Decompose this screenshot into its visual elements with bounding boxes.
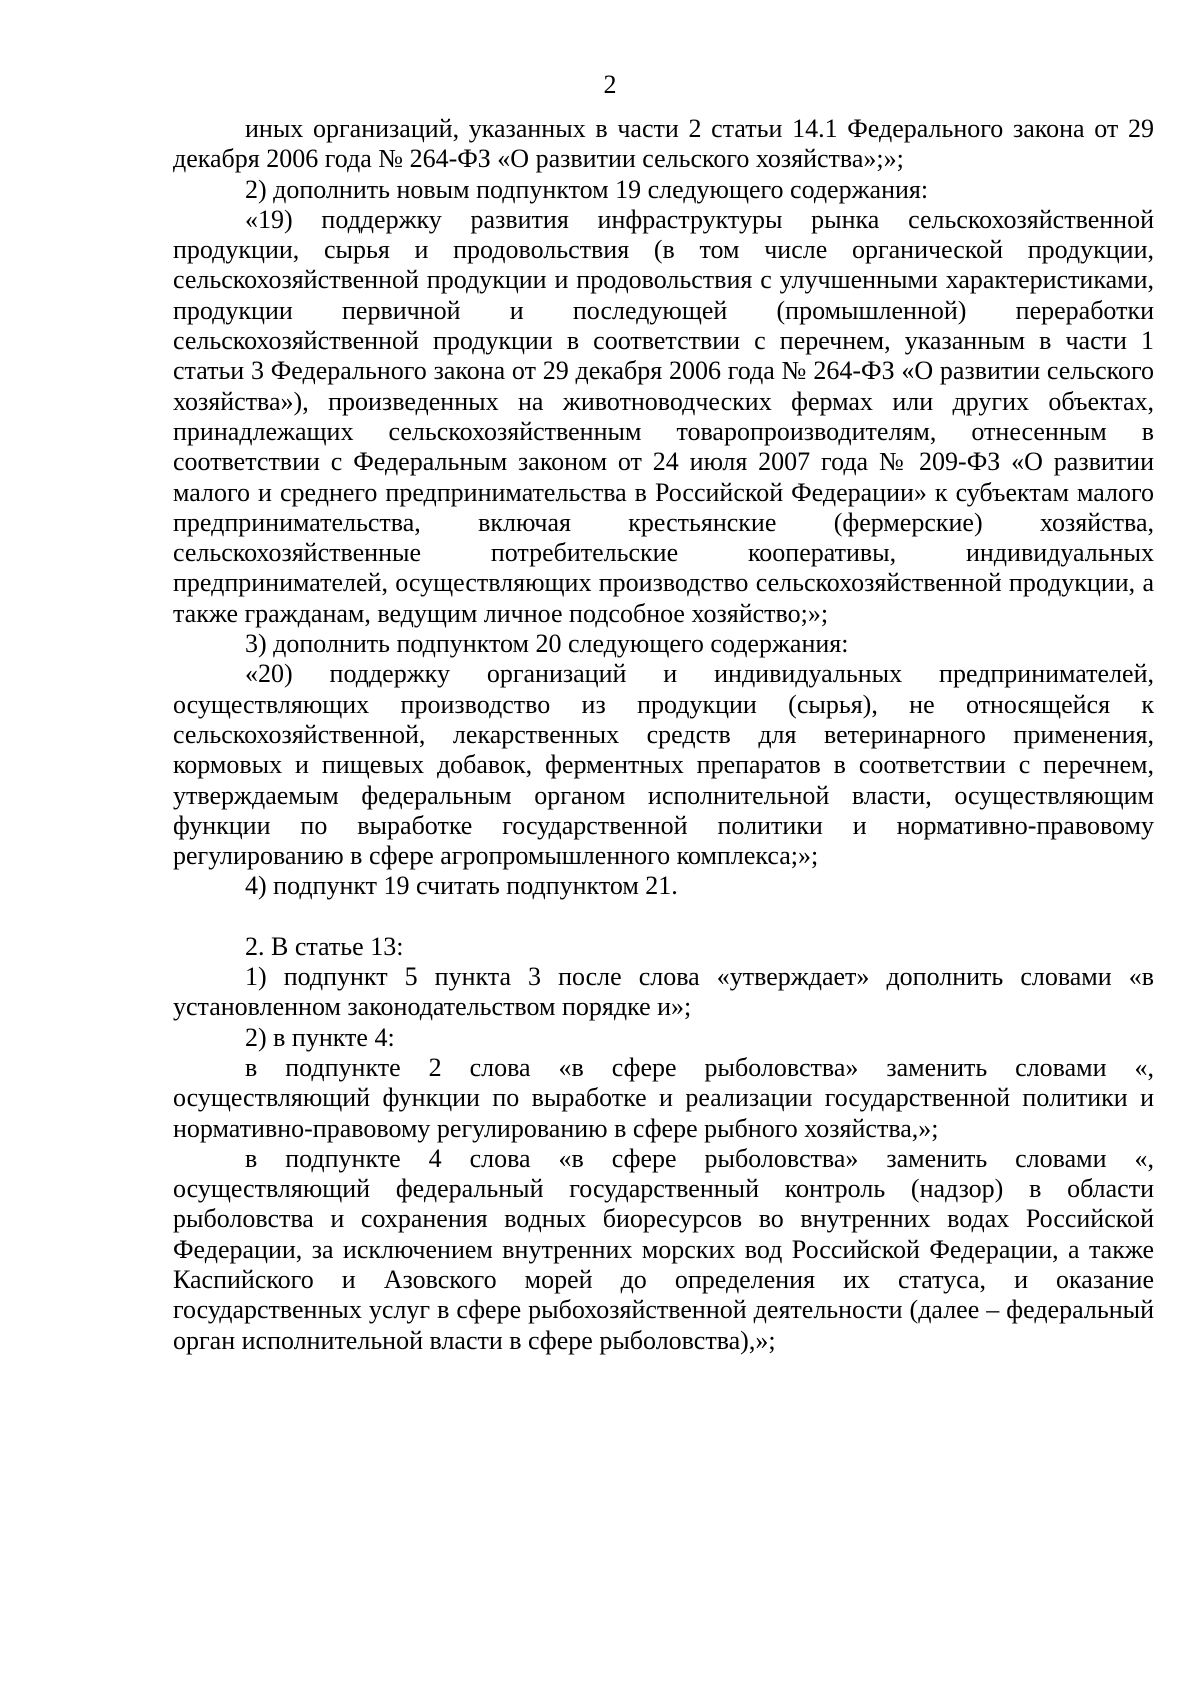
paragraph-subitem-3: 3) дополнить подпунктом 20 следующего содержания: xyxy=(245,629,849,659)
paragraph-subpoint-2-amendment: в подпункте 2 слова «в сфере рыболовства» заменить словами «, осуществляющий функции по выработке и реализации государственной политики и нормативно-правовому регулированию в сфере рыбного хозяйства,»; xyxy=(173,1052,1154,1143)
page-number: 2 xyxy=(603,70,617,99)
paragraph-article-13-item-2: 2) в пункте 4: xyxy=(245,1022,395,1052)
paragraph-subitem-19-text: «19) поддержку развития инфраструктуры рынка сельскохозяйственной продукции, сырья и продовольствия (в том числе органической продукции, сельскохозяйственной продукции и продовольствия с улучшенными характеристиками, продукции первичной и последующей (промышленной) переработки сельскохозяйственной продукции в соответствии с перечнем, указанным в части 1 статьи 3 Федерального закона от 29 декабря 2006 года № 264-ФЗ «О развитии сельского хозяйства»), произведенных на животноводческих фермах или других объектах, принадлежащих сельскохозяйственным товаропроизводителям, отнесенным в соответствии с Федеральным законом от 24 июля 2007 года № 209-ФЗ «О развитии малого и среднего предпринимательства в Российской Федерации» к субъектам малого предпринимательства, включая крестьянские (фермерские) хозяйства, сельскохозяйственные потребительские кооперативы, индивидуальных предпринимателей, осуществляющих производство сельскохозяйственной продукции, а также гражданам, ведущим личное подсобное хозяйство;»; xyxy=(173,204,1154,628)
paragraph-subitem-2: 2) дополнить новым подпунктом 19 следующего содержания: xyxy=(245,174,929,204)
paragraph-continuation: иных организаций, указанных в части 2 статьи 14.1 Федерального закона от 29 декабря 2006 года № 264-ФЗ «О развитии сельского хозяйства»;»; xyxy=(173,114,1154,174)
paragraph-subpoint-4-amendment: в подпункте 4 слова «в сфере рыболовства» заменить словами «, осуществляющий федеральный государственный контроль (надзор) в области рыболовства и сохранения водных биоресурсов во внутренних водах Российской Федерации, за исключением внутренних морских вод Российской Федерации, а также Каспийского и Азовского морей до определения их статуса, и оказание государственных услуг в сфере рыбохозяйственной деятельности (далее – федеральный орган исполнительной власти в сфере рыболовства),»; xyxy=(173,1143,1154,1355)
paragraph-article-13-item-1: 1) подпункт 5 пункта 3 после слова «утверждает» дополнить словами «в установленном законодательством порядке и»; xyxy=(173,962,1154,1022)
paragraph-article-13-heading: 2. В статье 13: xyxy=(245,931,404,961)
document-body xyxy=(173,114,1154,1356)
paragraph-subitem-4: 4) подпункт 19 считать подпунктом 21. xyxy=(245,871,678,901)
paragraph-subitem-20-text: «20) поддержку организаций и индивидуальных предпринимателей, осуществляющих производство из продукции (сырья), не относящейся к сельскохозяйственной, лекарственных средств для ветеринарного применения, кормовых и пищевых добавок, ферментных препаратов в соответствии с перечнем, утверждаемым федеральным органом исполнительной власти, осуществляющим функции по выработке государственной политики и нормативно-правовому регулированию в сфере агропромышленного комплекса;»; xyxy=(173,659,1154,871)
